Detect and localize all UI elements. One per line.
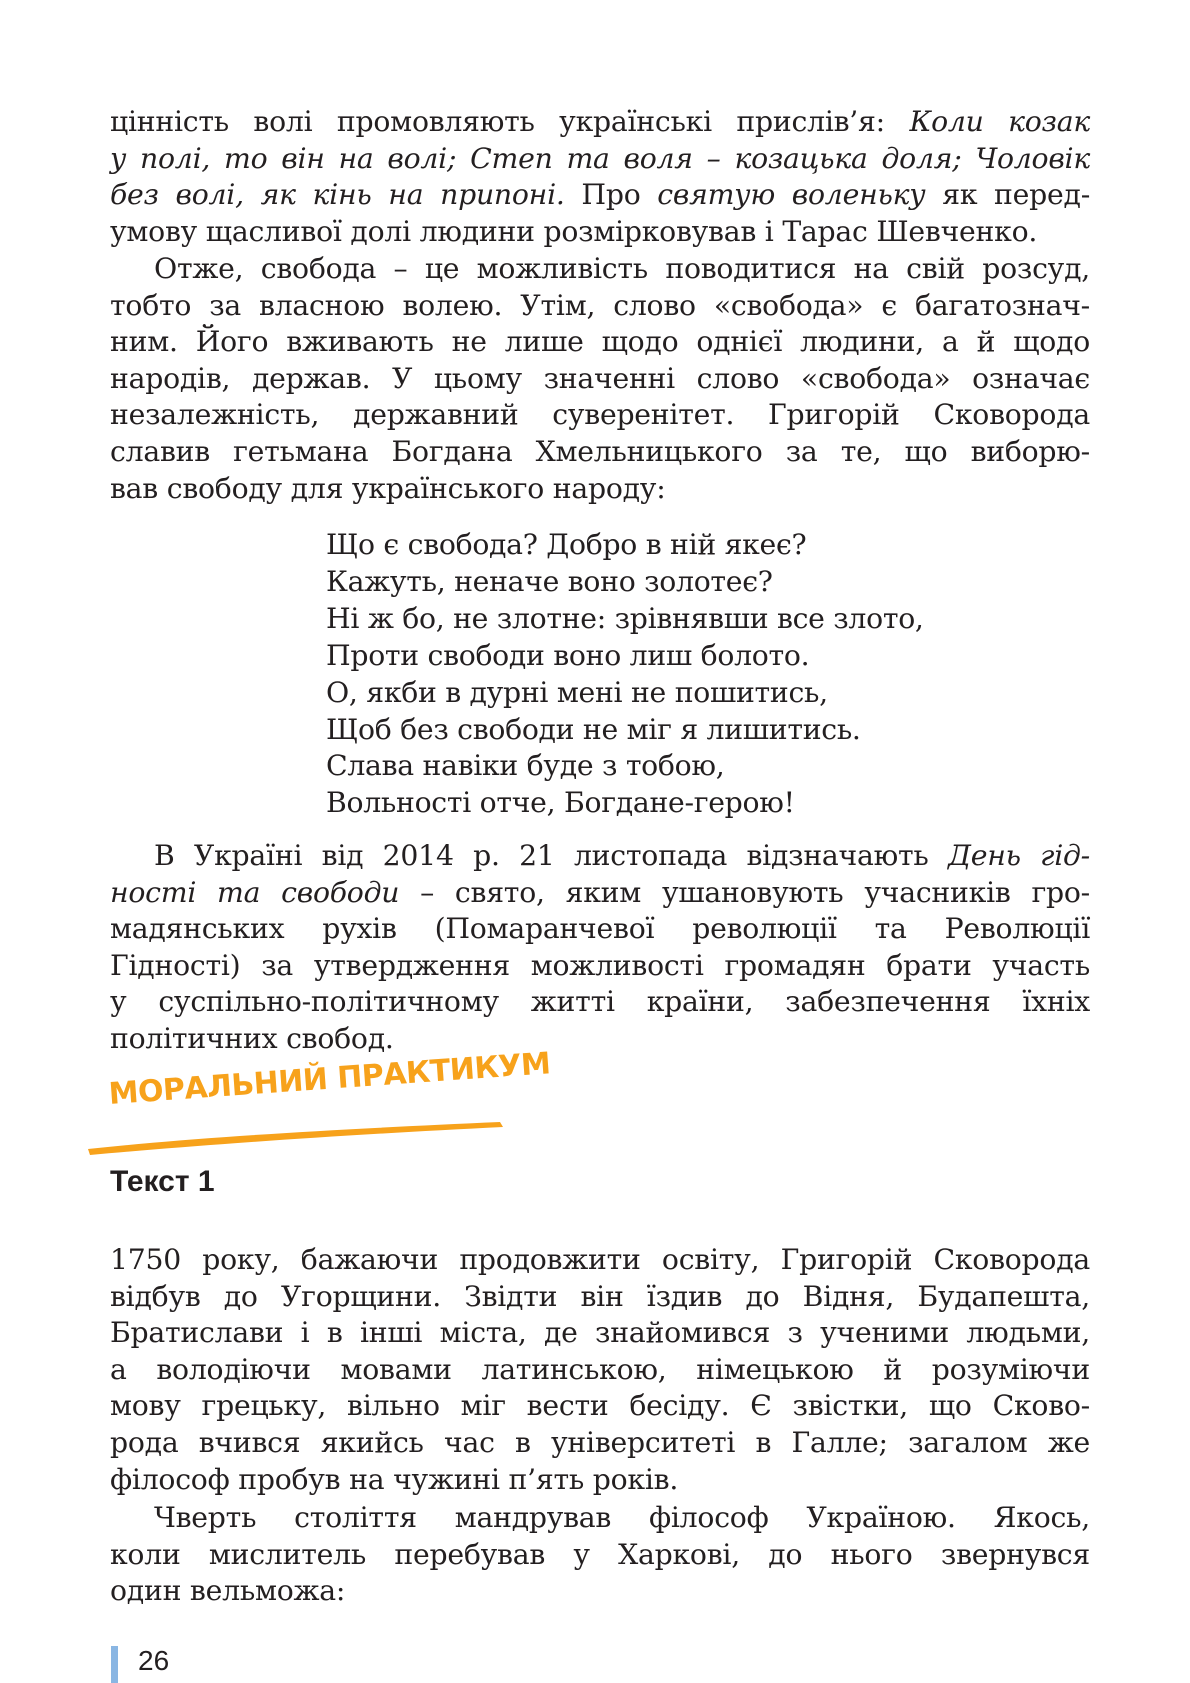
text-span: В Україні від 2014 р. 21 листопада відзначають (154, 839, 948, 872)
poem-line: Вольності отче, Богдане-герою! (326, 786, 795, 820)
page-number-bar (111, 1646, 118, 1683)
text-line: незалежність, державний суверенітет. Григорій Сковорода (110, 398, 1090, 432)
paragraph-proverbs (110, 104, 1090, 250)
text-span: Чверть століття мандрував філософ Україною. Якось, (154, 1501, 1090, 1534)
text-line: Братислави і в інші міста, де знайомився з ученими людьми, (110, 1316, 1090, 1350)
holiday-italic: День гід- (947, 839, 1090, 872)
text-line: 1750 року, бажаючи продовжити освіту, Григорій Сковорода (110, 1243, 1090, 1276)
proverb-italic: Коли козак (909, 105, 1091, 138)
text-line: Гідності) за утвердження можливості громадян брати участь (110, 948, 1090, 982)
paragraph-kharkiv (110, 1500, 1090, 1610)
paragraph-skovoroda-travel (110, 1242, 1090, 1498)
text-line: відбув до Угорщини. Звідти він їздив до Відня, Будапешта, (110, 1279, 1090, 1313)
text-line: один вельможа: (110, 1574, 346, 1608)
text-line: тобто за власною волею. Утім, слово «свобода» є багатознач- (110, 288, 1090, 322)
text-span: цінність волі промовляють українські прислів’я: (110, 105, 910, 138)
text-line: народів, держав. У цьому значенні слово «свобода» означає (110, 361, 1090, 395)
text-line: мову грецьку, вільно міг вести бесіду. Є звістки, що Сково- (110, 1389, 1090, 1423)
paragraph-freedom-definition (110, 251, 1090, 507)
section-heading (80, 1046, 552, 1157)
text-line: політичних свобод. (110, 1021, 394, 1055)
text-span: як перед- (925, 178, 1091, 212)
text-span: Про (564, 178, 658, 212)
text-line: коли мислитель перебував у Харкові, до нього звернувся (110, 1537, 1090, 1571)
page-number: 26 (138, 1645, 170, 1676)
poem-line: Кажуть, неначе воно золотеє? (326, 564, 773, 598)
poem-line: Щоб без свободи не міг я лишитись. (326, 712, 861, 746)
holiday-italic: ності та свободи (110, 875, 400, 909)
quote-italic: святую воленьку (657, 178, 926, 212)
text-line: вав свободу для українського народу: (110, 471, 666, 505)
text-line: умову щасливої долі людини розмірковував і Тарас Шевченко. (110, 214, 1038, 248)
text-subheading: Текст 1 (110, 1165, 215, 1198)
poem-line: Слава навіки буде з тобою, (326, 749, 725, 783)
poem-line: Проти свободи воно лиш болото. (326, 638, 810, 672)
text-line: мадянських рухів (Помаранчевої революції та Революції (110, 912, 1090, 946)
section-heading-text: МОРАЛЬНИЙ ПРАКТИКУМ (107, 1046, 552, 1112)
proverb-italic: без волі, як кінь на припоні. (110, 178, 565, 212)
proverb-italic: у полі, то він на волі; Степ та воля – козацька доля; Чоловік (110, 141, 1090, 175)
poem-line: О, якби в дурні мені не пошитись, (326, 675, 828, 709)
poem-line: Ні ж бо, не злотне: зрівнявши все злото, (326, 601, 924, 635)
poem-line: Що є свобода? Добро в ній якеє? (326, 528, 807, 561)
text-span: – свято, яким ушановують учасників гро- (399, 875, 1090, 909)
text-span: Отже, свобода – це можливість поводитися на свій розсуд, (154, 252, 1090, 285)
poem-quote (326, 527, 924, 822)
text-line: славив гетьмана Богдана Хмельницького за те, що виборю- (110, 434, 1090, 468)
text-line: а володіючи мовами латинською, німецькою й розуміючи (110, 1352, 1090, 1386)
text-line: рода вчився якийсь час в університеті в Галле; загалом же (110, 1425, 1090, 1459)
text-line: ним. Його вживають не лише щодо однієї людини, а й щодо (110, 325, 1090, 359)
paragraph-dignity-day (110, 838, 1090, 1058)
text-line: у суспільно-політичному житті країни, забезпечення їхніх (110, 985, 1090, 1019)
text-line: філософ пробув на чужині п’ять років. (110, 1462, 679, 1496)
